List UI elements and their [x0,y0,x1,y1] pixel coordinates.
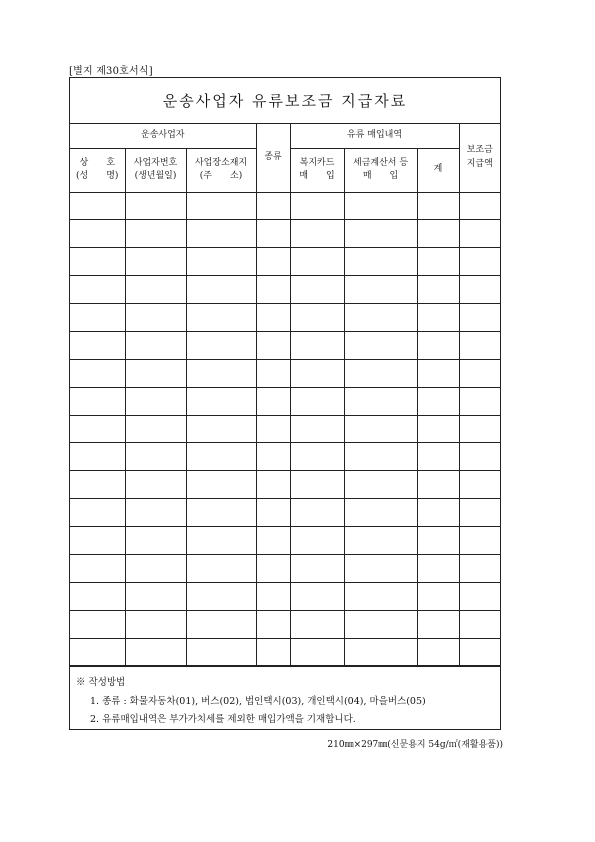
table-cell[interactable] [290,471,344,499]
table-cell[interactable] [344,527,417,555]
table-cell[interactable] [70,248,125,276]
table-cell[interactable] [344,387,417,415]
table-cell[interactable] [290,304,344,332]
table-cell[interactable] [459,527,500,555]
table-cell[interactable] [125,359,186,387]
table-cell[interactable] [290,359,344,387]
trade-name-header [70,148,125,192]
total-header: 계 [417,148,459,192]
table-cell[interactable] [70,359,125,387]
table-cell[interactable] [290,527,344,555]
instruction-item-1: 1. 종류 : 화물자동차(01), 버스(02), 법인택시(03), 개인택시(04), 마을버스(05) [90,696,426,707]
form-frame [69,77,501,730]
table-cell[interactable] [459,471,500,499]
table-cell[interactable] [417,220,459,248]
table-cell[interactable] [344,471,417,499]
table-cell[interactable] [417,499,459,527]
table-row [70,415,500,443]
table-cell[interactable] [290,220,344,248]
table-cell[interactable] [70,331,125,359]
table-cell[interactable] [290,331,344,359]
table-cell[interactable] [186,582,256,610]
tax-invoice-header [344,148,417,192]
table-row [70,443,500,471]
table-cell[interactable] [125,527,186,555]
table-cell[interactable] [186,610,256,638]
biz-number-header-top: 사업자번호 [133,157,178,168]
table-cell[interactable] [344,359,417,387]
table-cell[interactable] [70,527,125,555]
table-cell[interactable] [344,192,417,220]
table-cell[interactable] [459,359,500,387]
table-cell[interactable] [417,192,459,220]
paper-spec: 210㎜×297㎜(신문용지 54g/㎡(재활용품)) [327,740,503,750]
table-cell[interactable] [417,582,459,610]
table-cell[interactable] [344,304,417,332]
table-row [70,331,500,359]
table-cell[interactable] [125,387,186,415]
table-cell[interactable] [125,276,186,304]
trade-name-header-bottom: (성 명) [76,171,119,181]
table-cell[interactable] [459,610,500,638]
table-cell[interactable] [256,499,290,527]
table-row [70,638,500,666]
table-cell[interactable] [344,499,417,527]
table-cell[interactable] [125,582,186,610]
table-cell[interactable] [459,554,500,582]
table-cell[interactable] [290,638,344,666]
table-cell[interactable] [186,499,256,527]
table-cell[interactable] [256,471,290,499]
table-cell[interactable] [256,638,290,666]
table-cell[interactable] [186,359,256,387]
table-cell[interactable] [186,331,256,359]
table-row [70,276,500,304]
table-cell[interactable] [417,415,459,443]
table-cell[interactable] [256,248,290,276]
table-cell[interactable] [459,220,500,248]
table-cell[interactable] [70,304,125,332]
table-row [70,359,500,387]
table-cell[interactable] [186,220,256,248]
table-cell[interactable] [256,220,290,248]
table-cell[interactable] [70,387,125,415]
table-cell[interactable] [186,443,256,471]
welfare-card-header-bottom: 매 입 [299,171,335,181]
table-row [70,582,500,610]
table-cell[interactable] [344,331,417,359]
table-cell[interactable] [125,331,186,359]
subsidy-header-bottom: 지급액 [466,158,493,169]
table-cell[interactable] [70,443,125,471]
table-cell[interactable] [125,220,186,248]
table-cell[interactable] [344,443,417,471]
table-cell[interactable] [344,638,417,666]
table-cell[interactable] [186,638,256,666]
table-cell[interactable] [70,554,125,582]
instruction-item-2: 2. 유류매입내역은 부가가치세를 제외한 매입가액을 기재합니다. [90,714,356,725]
table-cell[interactable] [125,304,186,332]
table-cell[interactable] [417,443,459,471]
table-cell[interactable] [125,443,186,471]
table-row [70,220,500,248]
table-cell[interactable] [256,276,290,304]
table-row [70,499,500,527]
writing-instructions [70,666,500,731]
table-cell[interactable] [186,192,256,220]
table-cell[interactable] [186,387,256,415]
table-cell[interactable] [459,331,500,359]
trade-name-header-top: 상 호 [79,157,115,168]
table-cell[interactable] [459,304,500,332]
table-cell[interactable] [256,610,290,638]
table-cell[interactable] [125,192,186,220]
table-cell[interactable] [70,220,125,248]
table-cell[interactable] [70,471,125,499]
welfare-card-header [290,148,344,192]
biz-number-header [125,148,186,192]
table-cell[interactable] [417,638,459,666]
table-cell[interactable] [290,192,344,220]
table-cell[interactable] [459,582,500,610]
table-cell[interactable] [459,248,500,276]
table-cell[interactable] [186,304,256,332]
table-cell[interactable] [256,527,290,555]
table-cell[interactable] [290,582,344,610]
table-cell[interactable] [256,554,290,582]
table-cell[interactable] [417,387,459,415]
table-cell[interactable] [290,443,344,471]
table-cell[interactable] [186,471,256,499]
table-row [70,192,500,220]
table-cell[interactable] [417,527,459,555]
type-header: 종류 [256,124,290,192]
table-row [70,471,500,499]
subsidy-header-top: 보조금 [466,145,493,156]
table-cell[interactable] [256,304,290,332]
table-cell[interactable] [417,359,459,387]
table-row [70,387,500,415]
table-cell[interactable] [70,192,125,220]
table-cell[interactable] [459,638,500,666]
table-cell[interactable] [459,276,500,304]
table-cell[interactable] [125,554,186,582]
table-row [70,304,500,332]
table-cell[interactable] [125,499,186,527]
table-cell[interactable] [186,276,256,304]
table-cell[interactable] [256,192,290,220]
table-cell[interactable] [417,554,459,582]
table-cell[interactable] [459,415,500,443]
table-cell[interactable] [256,415,290,443]
table-cell[interactable] [344,248,417,276]
table-cell[interactable] [70,638,125,666]
table-cell[interactable] [70,582,125,610]
table-cell[interactable] [290,276,344,304]
table-cell[interactable] [417,248,459,276]
table-row [70,610,500,638]
table-row [70,248,500,276]
table-cell[interactable] [256,387,290,415]
table-cell[interactable] [344,276,417,304]
welfare-card-header-top: 복지카드 [299,157,335,168]
table-cell[interactable] [459,443,500,471]
table-cell[interactable] [256,582,290,610]
fuel-purchase-group-header: 유류 매입내역 [290,124,459,148]
table-cell[interactable] [459,192,500,220]
table-cell[interactable] [256,359,290,387]
table-cell[interactable] [290,554,344,582]
tax-invoice-header-bottom: 매 입 [362,171,399,181]
location-header-top: 사업장소재지 [194,157,248,168]
instructions-heading: ※ 작성방법 [76,677,126,688]
table-cell[interactable] [290,387,344,415]
table-cell[interactable] [125,471,186,499]
table-cell[interactable] [459,499,500,527]
table-cell[interactable] [290,415,344,443]
table-cell[interactable] [125,248,186,276]
subsidy-header [459,124,500,192]
biz-number-header-bottom: (생년월일) [134,171,177,181]
table-cell[interactable] [256,331,290,359]
table-cell[interactable] [417,304,459,332]
table-cell[interactable] [125,415,186,443]
table-cell[interactable] [70,415,125,443]
table-cell[interactable] [70,276,125,304]
table-cell[interactable] [256,443,290,471]
subsidy-table [70,124,500,666]
table-cell[interactable] [290,248,344,276]
table-cell[interactable] [290,610,344,638]
table-row [70,527,500,555]
table-cell[interactable] [125,610,186,638]
table-row [70,554,500,582]
table-cell[interactable] [344,582,417,610]
table-cell[interactable] [344,415,417,443]
form-title: 운송사업자 유류보조금 지급자료 [70,78,500,124]
table-cell[interactable] [459,387,500,415]
table-cell[interactable] [417,276,459,304]
table-cell[interactable] [186,554,256,582]
table-cell[interactable] [344,554,417,582]
table-cell[interactable] [186,248,256,276]
tax-invoice-header-top: 세금계산서 등 [353,157,409,168]
table-cell[interactable] [417,610,459,638]
table-cell[interactable] [186,527,256,555]
location-header [186,148,256,192]
table-cell[interactable] [70,499,125,527]
table-cell[interactable] [290,499,344,527]
table-cell[interactable] [417,331,459,359]
table-cell[interactable] [125,638,186,666]
table-cell[interactable] [417,471,459,499]
table-cell[interactable] [186,415,256,443]
form-number-label: [별지 제30호서식] [69,66,153,77]
table-cell[interactable] [70,610,125,638]
table-cell[interactable] [344,220,417,248]
operator-group-header: 운송사업자 [70,124,256,148]
table-cell[interactable] [344,610,417,638]
location-header-bottom: (주 소) [199,171,243,181]
